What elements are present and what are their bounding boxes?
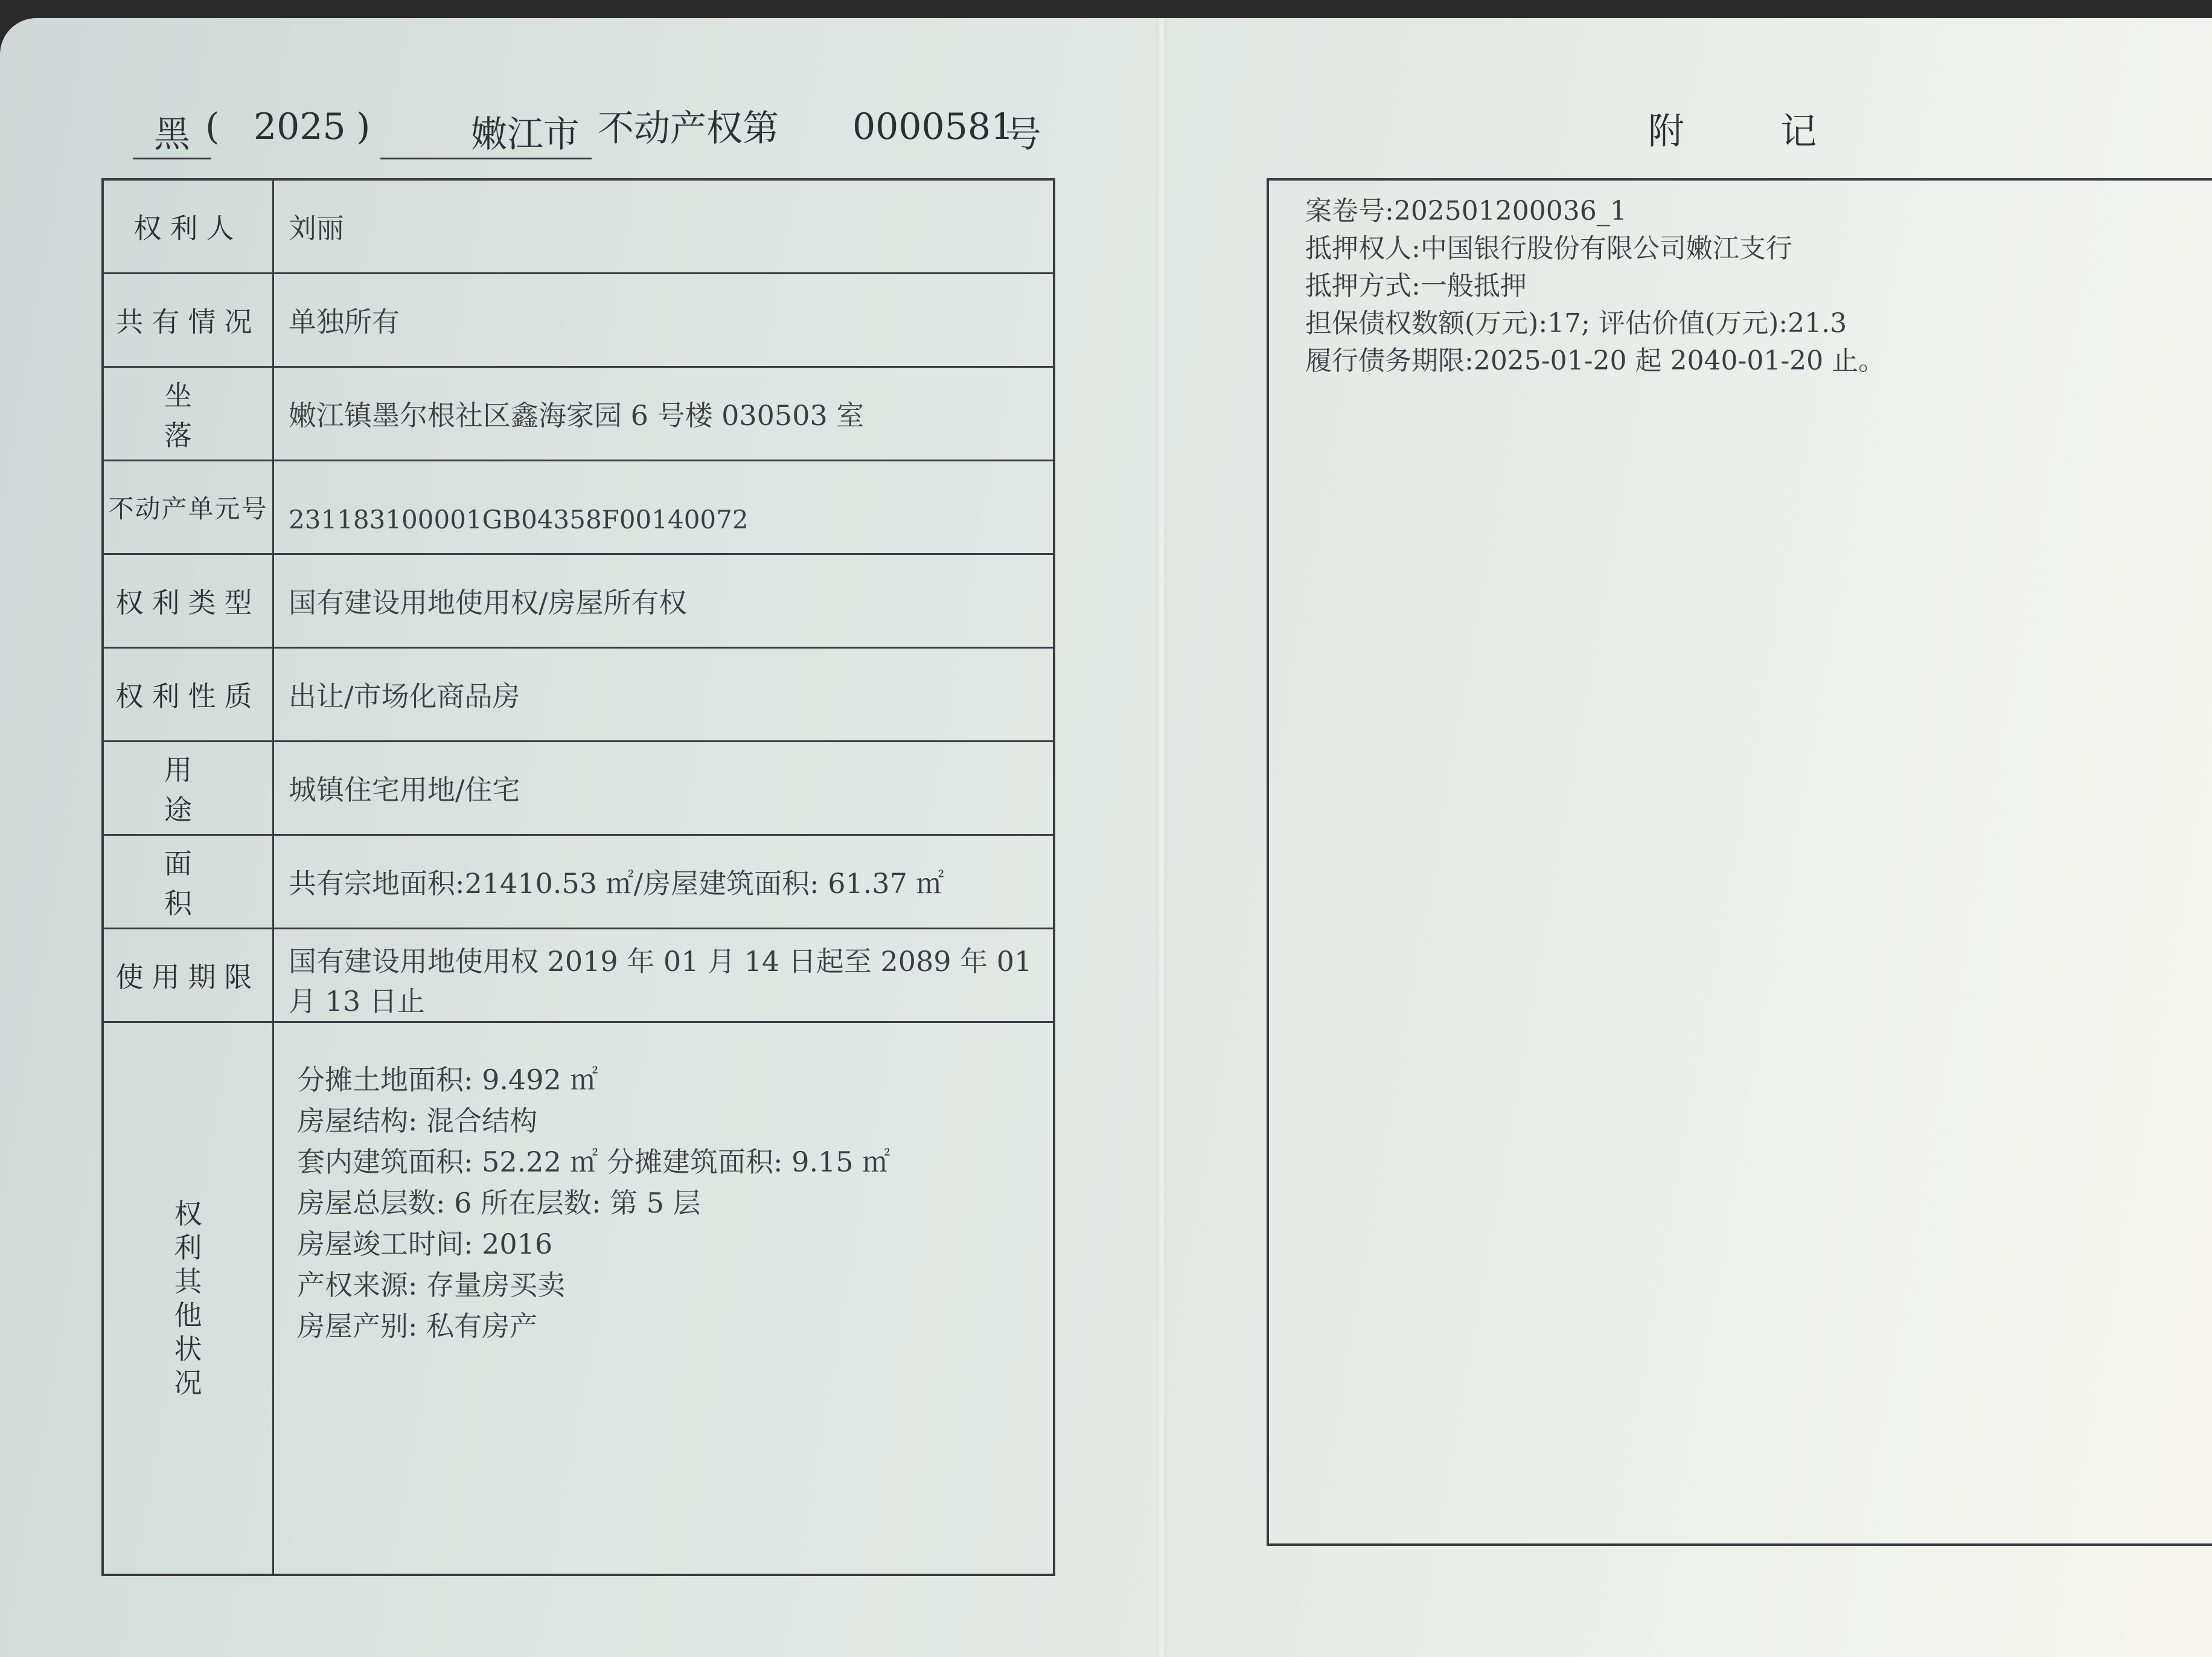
table-row <box>104 649 1053 742</box>
appendix-lines <box>1305 193 1885 380</box>
other-label <box>104 1023 274 1574</box>
other-lines <box>297 1059 890 1347</box>
row-value: 嫩江镇墨尔根社区鑫海家园 6 号楼 030503 室 <box>289 399 865 432</box>
other-label-char: 况 <box>174 1367 202 1399</box>
row-label: 权利人 <box>104 181 274 272</box>
header-title: 不动产权第 <box>598 107 779 150</box>
row-label: 共有情况 <box>104 274 274 366</box>
header-prefix: 黑 <box>133 106 211 159</box>
header-close-paren: ) <box>356 106 371 148</box>
table-row <box>104 555 1053 649</box>
appendix-box <box>1267 178 2212 1546</box>
row-label: 权利性质 <box>104 649 274 740</box>
row-value: 单独所有 <box>289 306 400 338</box>
other-label-char: 利 <box>174 1231 202 1264</box>
row-value: 国有建设用地使用权 2019 年 01 月 14 日起至 2089 年 01 月 13 日止 <box>289 945 1032 1018</box>
other-label-char: 权 <box>174 1197 202 1230</box>
row-value: 出让/市场化商品房 <box>289 680 520 713</box>
table-row <box>104 929 1053 1023</box>
row-value: 共有宗地面积:21410.53 ㎡/房屋建筑面积: 61.37 ㎡ <box>289 867 944 900</box>
row-value: 刘丽 <box>289 212 344 245</box>
row-label: 权利类型 <box>104 555 274 647</box>
header-open-paren: ( <box>205 106 220 148</box>
table-row <box>104 742 1053 836</box>
other-line: 房屋产别: 私有房产 <box>297 1310 538 1342</box>
table-row-other <box>104 1023 1053 1574</box>
appendix-line: 案卷号:202501200036_1 <box>1305 196 1627 226</box>
row-label: 不动产单元号 <box>104 461 274 553</box>
appendix-line: 抵押方式:一般抵押 <box>1305 271 1527 301</box>
row-value: 国有建设用地使用权/房屋所有权 <box>289 586 687 619</box>
page-fold <box>1156 18 1167 1657</box>
appendix-title-b: 记 <box>1780 111 1817 153</box>
row-label: 用途 <box>104 742 274 834</box>
row-label: 使用期限 <box>104 929 274 1021</box>
other-label-char: 他 <box>174 1299 202 1332</box>
row-label: 面积 <box>104 836 274 928</box>
rights-table <box>101 178 1055 1576</box>
header-year: 2025 <box>254 106 346 148</box>
other-line: 房屋竣工时间: 2016 <box>297 1228 553 1260</box>
other-line: 房屋总层数: 6 所在层数: 第 5 层 <box>297 1187 701 1219</box>
table-row <box>104 461 1053 555</box>
other-line: 分摊土地面积: 9.492 ㎡ <box>297 1063 598 1096</box>
table-row <box>104 836 1053 929</box>
appendix-line: 抵押权人:中国银行股份有限公司嫩江支行 <box>1305 233 1792 264</box>
other-label-char: 其 <box>174 1265 202 1298</box>
row-value: 231183100001GB04358F00140072 <box>289 504 749 534</box>
other-line: 产权来源: 存量房买卖 <box>297 1269 566 1301</box>
table-row <box>104 181 1053 274</box>
appendix-title <box>1648 103 1817 155</box>
table-row <box>104 368 1053 461</box>
table-row <box>104 274 1053 368</box>
row-label: 坐落 <box>104 368 274 460</box>
appendix-title-a: 附 <box>1648 111 1684 153</box>
appendix-line: 担保债权数额(万元):17; 评估价值(万元):21.3 <box>1305 308 1847 339</box>
header-city: 嫩江市 <box>380 106 592 159</box>
other-line: 套内建筑面积: 52.22 ㎡ 分摊建筑面积: 9.15 ㎡ <box>297 1146 890 1178</box>
row-value: 城镇住宅用地/住宅 <box>289 774 520 806</box>
other-line: 房屋结构: 混合结构 <box>297 1104 538 1137</box>
other-label-char: 状 <box>174 1333 202 1365</box>
header-suffix: 号 <box>1005 114 1041 156</box>
appendix-line: 履行债务期限:2025-01-20 起 2040-01-20 止。 <box>1305 345 1885 376</box>
header-number: 0000581 <box>852 106 1014 148</box>
